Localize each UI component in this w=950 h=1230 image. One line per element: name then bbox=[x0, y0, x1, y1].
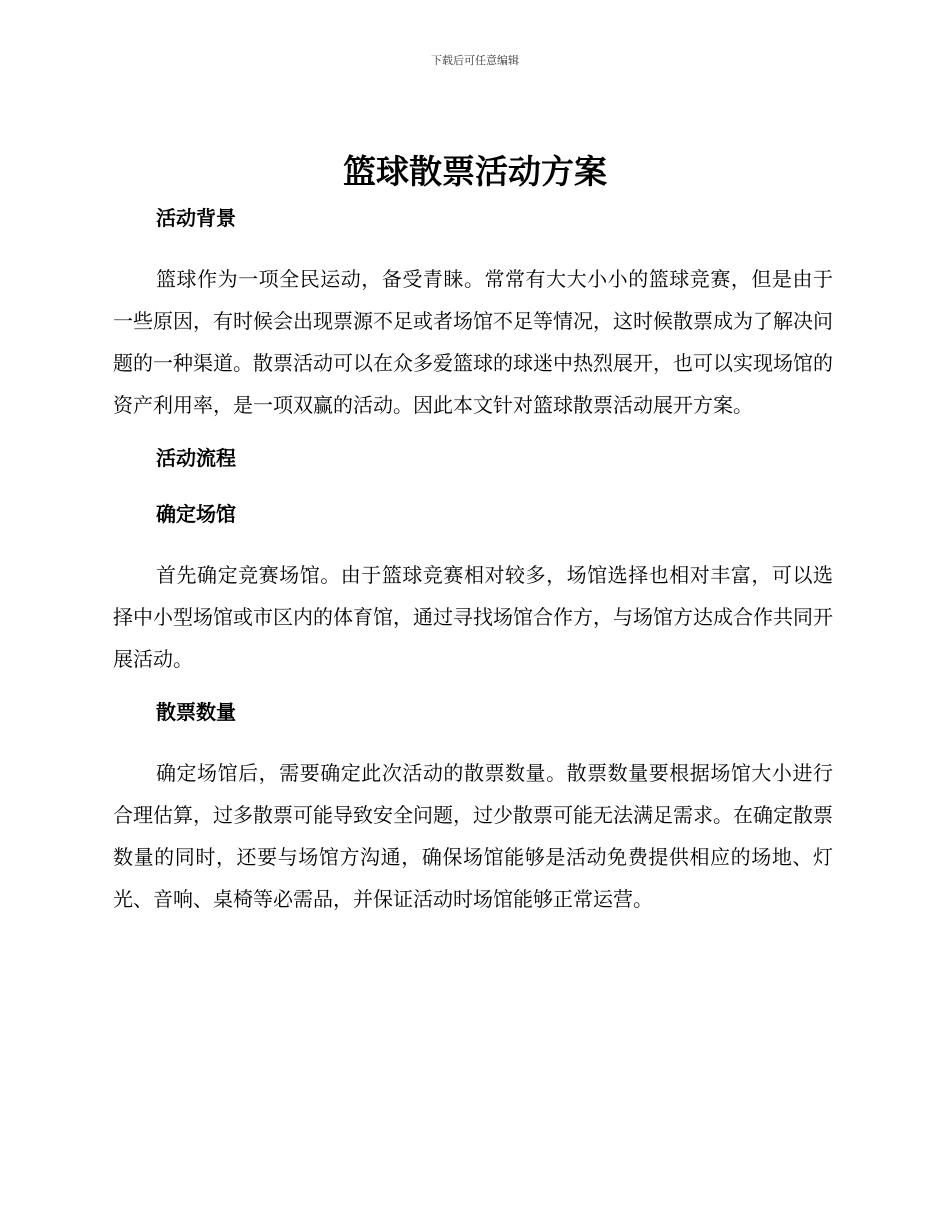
spacer bbox=[113, 680, 833, 696]
paragraph-venue: 首先确定竞赛场馆。由于篮球竞赛相对较多，场馆选择也相对丰富，可以选择中小型场馆或市区内的体育馆，通过寻找场馆合作方，与场馆方达成合作共同开展活动。 bbox=[113, 563, 833, 671]
paragraph-background: 篮球作为一项全民运动，备受青睐。常常有大大小小的篮球竞赛，但是由于一些原因，有时候会出现票源不足或者场馆不足等情况，这时候散票成为了解决问题的一种渠道。散票活动可以在众多爱篮球的球迷中热烈展开，也可以实现场馆的资产利用率，是一项双赢的活动。因此本文针对篮球散票活动展开方案。 bbox=[113, 267, 833, 417]
document-body bbox=[113, 202, 833, 920]
spacer bbox=[113, 234, 833, 258]
spacer bbox=[113, 426, 833, 442]
paragraph-quantity: 确定场馆后，需要确定此次活动的散票数量。散票数量要根据场馆大小进行合理估算，过多散票可能导致安全问题，过少散票可能无法满足需求。在确定散票数量的同时，还要与场馆方沟通，确保场馆能够是活动免费提供相应的场地、灯光、音响、桌椅等必需品，并保证活动时场馆能够正常运营。 bbox=[113, 761, 833, 911]
spacer bbox=[113, 474, 833, 498]
document-title: 篮球散票活动方案 bbox=[343, 152, 607, 191]
spacer bbox=[113, 728, 833, 752]
section-heading-background: 活动背景 bbox=[156, 206, 236, 230]
section-heading-process: 活动流程 bbox=[156, 446, 236, 470]
page-header-note: 下载后可任意编辑 bbox=[431, 54, 519, 67]
section-heading-venue: 确定场馆 bbox=[156, 502, 236, 526]
spacer bbox=[113, 530, 833, 554]
section-heading-quantity: 散票数量 bbox=[156, 700, 236, 724]
